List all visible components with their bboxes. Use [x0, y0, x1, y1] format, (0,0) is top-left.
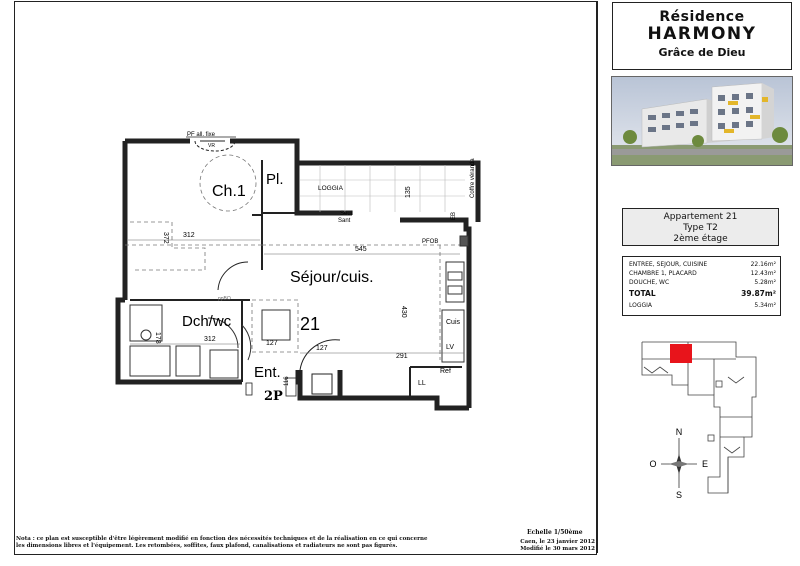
- scale-label: Echelle 1/50ème: [527, 529, 583, 536]
- dim-312-ch1: 312: [183, 232, 195, 239]
- compass-east: E: [701, 459, 709, 469]
- apartment-info-box: [622, 208, 779, 246]
- date-modified: Modifié le 30 mars 2012: [520, 546, 595, 552]
- dim-312-dch: 312: [204, 336, 216, 343]
- room-sejour: Séjour/cuis.: [290, 269, 374, 286]
- residence-location: Grâce de Dieu: [658, 46, 746, 59]
- area-loggia-row: [629, 302, 776, 309]
- area-total-label: TOTAL: [629, 289, 656, 298]
- residence-title-block: [612, 2, 792, 70]
- residence-name: HARMONY: [647, 24, 757, 44]
- area-label: DOUCHE, WC: [629, 279, 670, 286]
- compass-rose: [644, 424, 714, 500]
- label-vr: VR: [208, 143, 215, 149]
- room-loggia: LOGGIA: [318, 185, 343, 192]
- label-seuil: Seuil: [340, 211, 354, 217]
- disclaimer-note: [16, 536, 466, 550]
- disclaimer-line-2: les dimensions libres et l'équipement. Les retombées, soffites, faux plafond, canalisations et radiateurs ne sont pas figurés.: [16, 543, 398, 549]
- room-ch1: Ch.1: [212, 183, 246, 200]
- unit-number: 21: [300, 314, 321, 334]
- date-block: [490, 539, 595, 553]
- label-pf-all-fixe: PF all. fixe: [187, 132, 216, 138]
- area-total-row: [629, 289, 776, 298]
- building-render-image: [611, 76, 793, 166]
- dim-135: 135: [405, 186, 412, 198]
- room-2p: 2P: [264, 389, 283, 404]
- area-label: CHAMBRE 1, PLACARD: [629, 270, 697, 277]
- room-pl: Pl.: [266, 171, 284, 188]
- label-cuis: Cuis: [446, 319, 461, 326]
- dim-372: 372: [162, 232, 169, 244]
- dim-545: 545: [355, 246, 367, 253]
- dim-291: 291: [396, 353, 408, 360]
- label-lv: LV: [446, 344, 455, 351]
- compass-west: O: [649, 459, 657, 469]
- label-eb: EB: [451, 211, 457, 220]
- area-label: ENTREE, SEJOUR, CUISINE: [629, 261, 708, 268]
- label-ref: Ref: [440, 368, 451, 375]
- dim-430: 430: [400, 306, 407, 318]
- apartment-name: Appartement 21: [663, 212, 738, 222]
- area-value: 5.28m²: [754, 279, 776, 286]
- date-created: Caen, le 23 janvier 2012: [520, 539, 595, 545]
- disclaimer-line-1: Nota : ce plan est susceptible d'être légèrement modifié en fonction des nécessités techniques et de la réalisation en ce qui concerne: [16, 536, 428, 542]
- room-ent: Ent.: [254, 364, 281, 381]
- apartment-type: Type T2: [683, 223, 718, 233]
- area-loggia-value: 5.34m²: [754, 302, 776, 309]
- dim-116: 116: [284, 376, 290, 386]
- area-total-value: 39.87m²: [741, 289, 776, 298]
- area-value: 12.43m²: [750, 270, 776, 277]
- label-ll: LL: [418, 380, 426, 387]
- apartment-floor: 2ème étage: [673, 234, 728, 244]
- dim-127-a: 127: [266, 340, 278, 347]
- compass-south: S: [675, 490, 683, 500]
- area-table: [622, 256, 781, 316]
- label-ppbo: ppBO: [218, 296, 231, 302]
- room-dch: Dch/wc: [182, 313, 232, 330]
- area-row: [629, 270, 776, 277]
- label-coffre-veranda: Coffre véranda: [470, 158, 476, 198]
- area-value: 22.16m²: [750, 261, 776, 268]
- compass-north: N: [675, 427, 683, 437]
- area-row: [629, 279, 776, 286]
- dim-127-b: 127: [316, 345, 328, 352]
- dim-178: 178: [154, 332, 161, 344]
- label-sant: Sant: [338, 218, 351, 224]
- label-pfob: PFOB: [422, 239, 439, 245]
- area-loggia-label: LOGGIA: [629, 302, 653, 309]
- residence-label: Résidence: [659, 9, 745, 25]
- area-row: [629, 261, 776, 268]
- apartment-highlight: [670, 344, 692, 363]
